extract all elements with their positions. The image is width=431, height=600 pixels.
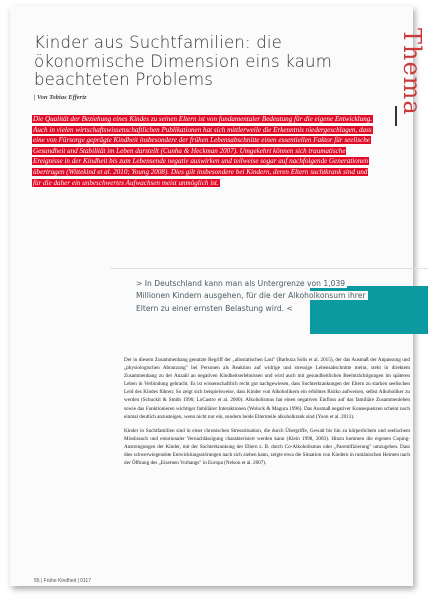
- divider: [110, 268, 428, 269]
- lead-highlight-text: Die Qualität der Beziehung eines Kindes zu seinen Eltern ist von fundamentaler Bedeutung für die eigene Entwicklung. Auch in vielen wirtschaftswissenschaftlichen Publikationen hat sich mittlerweile die Erkenntnis niedergeschlagen, dass eine von Fürsorge geprägte Kindheit insbesondere der frühen Lebensabschnitte einen essentiellen Faktor für seelische Gesundheit und Stabilität im Leben darstellt (Cunha & Heckman 2007). Umgekehrt können sich traumatische Ereignisse in der Kindheit bis zum Lebensende negativ auswirken und teilweise sogar auf nachfolgende Generationen übertragen (Wittekind et al. 2010; Young 2008). Dies gilt insbesondere bei Kindern, deren Eltern suchtkrank sind und für die daher ein unbeschwertes Aufwachsen meist unmöglich ist.: [33, 115, 373, 187]
- pull-quote-text: > In Deutschland kann man als Untergrenze von 1,039 Millionen Kindern ausgehen, für die der Alkoholkonsum ihrer Eltern zu einer ernsten Belastung wird. <: [136, 279, 366, 313]
- page-footer: 55 | Frühe Kindheit | 0117: [34, 578, 91, 584]
- byline: | Von Tobias Effertz: [34, 94, 87, 101]
- pull-quote: [134, 278, 374, 315]
- body-paragraph-2: Kinder in Suchtfamilien sind in einer chronischen Stresssituation, die durch Übergriffe, Gewalt bis hin zu körperlichem und seelischem Missbrauch und emotionaler Vernachlässigung charakterisiert werden kann (Klein 1998, 2003). Hinzu kommen die eigenen Coping-Anstrengungen der Kinder, mit der Suchterkrankung der Eltern z. B. durch Co-Alkoholismus oder „Parentifizierung" umzugehen. Dass dies schwerwiegendste Entwicklungsstörungen nach sich ziehen kann, zeigte etwa die Situation von Kindern in rumänischen Heimen nach der Öffnung des „Eisernen Vorhangs" in Europa (Nelson et al. 2007).: [124, 427, 410, 467]
- article-title: Kinder aus Suchtfamilien: die ökonomische Dimension eins kaum beachteten Problems: [34, 33, 332, 89]
- body-text: [124, 356, 410, 473]
- lead-paragraph: [32, 114, 374, 188]
- magazine-page: [10, 6, 426, 586]
- body-paragraph-1: Der in diesem Zusammenhang genutzte Begriff der „allostatischen Last" (Barboza Solis et al. 2015), der das Ausmaß der Anpassung und „physiologischen Abnutzung" bei Personen als Reaktion auf widrige und stressige Lebensabschnitte meint, steht in direktem Zusammenhang zu der Anzahl an negativen Kindheitserlebnissen und wird auch mit gesundheitlichen Beeinträchtigungen im späteren Leben in Verbindung gebracht. Es ist wissenschaftlich recht gut nachgewiesen, dass Suchterkrankungen der Eltern zu starken seelischen Leid des Kindes führen: So zeigt sich beispielsweise, dass Kinder von Alkoholikern ein erhöhtes Risiko aufweisen, selbst Alkoholiker zu werden (Schuckit & Smith 1996; LoCastro et al. 2000). Alkoholismus hat einen negativen Einfluss auf das familiäre Zusammenleben sowie das Funktionieren wichtiger familiärer Interaktionen (Wolock & Magura 1996). Das Ausmaß negativer Konsequenzen scheint noch einmal deutlich anzusteigen, wenn nicht nur ein, sondern beide Elternteile alkoholkrank sind (Yoon et al. 2013).: [124, 357, 410, 420]
- section-marker: [395, 106, 397, 126]
- section-label: Thema: [398, 28, 426, 116]
